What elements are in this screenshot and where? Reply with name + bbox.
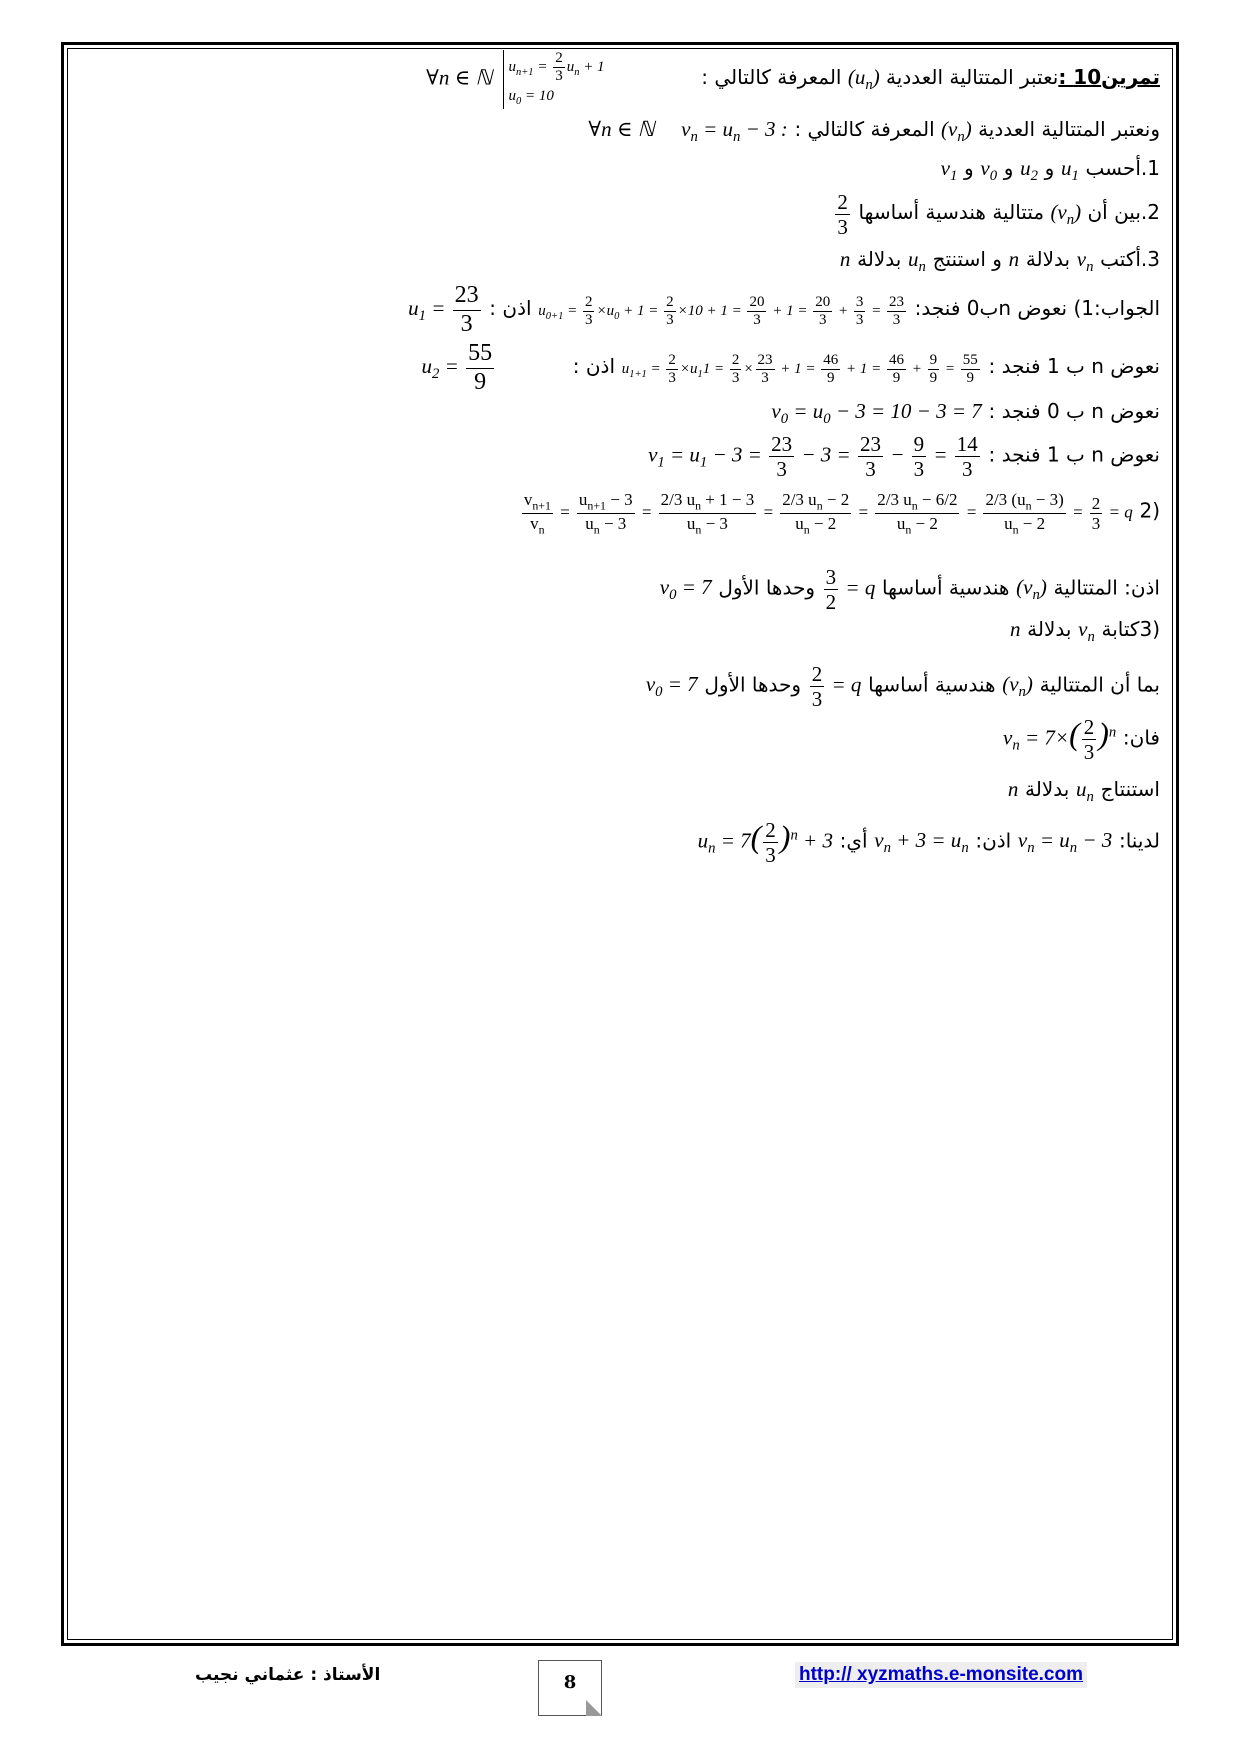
answer-2-conclusion: $v_0 = 7$ وحدها الأول $\frac{3}{2}$ = q هندسية أساسها $(v_n)$ اذن: المتتالية (659, 565, 1160, 615)
q3-label: 3.أكتب (1100, 247, 1160, 271)
forall-symbol: ∀n ∈ ℕ (588, 117, 655, 141)
vn-intro-tail: المعرفة كالتالي : (794, 117, 935, 141)
q2-tail: متتالية هندسية أساسها (858, 200, 1045, 225)
answer-2: $\frac{v_{n+1}}{v_n}$ = $\frac{u_{n+1} - 3}{u_n - 3}$ = $\frac{2/3 u_n + 1 - 3}{u_n - 3}$ = $\frac{2/3 u_n - 2}{u_n - 2}$ = $\frac{2/3 u_n - 6/2}{u_n - 2}$ = $\frac{2/3 (u_n - 3)}{u_n - 2}$ = $\frac{2}{3}$ = q (2 (523, 490, 1160, 537)
answer-3-title: n بدلالة $v_n$ كتابة(3 (1009, 617, 1160, 646)
exercise-intro-tail: المعرفة كالتالي : (701, 65, 842, 90)
q2-label: 2.بين أن (1087, 200, 1160, 225)
website-link[interactable]: http:// xyzmaths.e-monsite.com (795, 1662, 1087, 1688)
answer-3-since: $v_0 = 7$ وحدها الأول $\frac{2}{3}$ = q هندسية أساسها $(v_n)$ بما أن المتتالية (645, 662, 1160, 712)
exercise-line-2: ∀n ∈ ℕ $v_n = u_n - 3$ : ونعتبر المتتالية العددية $(v_n)$ المعرفة كالتالي : (588, 117, 1160, 146)
answer-3-formula-vn: $v_n = 7\times$( $\frac{2}{3}$ )$^n$ فان: (1003, 715, 1160, 765)
question-1: $v_1$ و $v_0$ و $u_2$ و $u_1$ 1.أحسب (940, 156, 1160, 185)
exercise-intro: نعتبر المتتالية العددية (886, 65, 1059, 90)
answer-1-label: الجواب:1) نعوض nب0 فنجد: (914, 295, 1160, 320)
un-definition: ∀n ∈ ℕ $u_{n+1}$ = $\frac{2}{3}$ $u_n + 1$ $u_0 = 10$ (426, 50, 604, 109)
answer-1c: $v_0 = u_0 - 3 = 10 - 3 = 7$ نعوض n ب 0 فنجد : (771, 399, 1160, 428)
q1-label: 1.أحسب (1085, 156, 1160, 180)
teacher-name: الأستاذ : عثماني نجيب (195, 1665, 381, 1685)
answer-3-deduce: n بدلالة $u_n$ استنتاج (1007, 777, 1160, 806)
answer-3-formula-un: $u_n = 7$( $\frac{2}{3}$ )$^n$ + 3 أي: $v_n + 3 = u_n$ اذن: $v_n = u_n - 3$ لدينا: (697, 818, 1160, 868)
page-number: 8 (538, 1660, 602, 1716)
exercise-title: تمرين10 : (1058, 65, 1160, 90)
answer-1b: $u_2$ = $\frac{55}{9}$ اذن : $u_{1+1}$ = $\frac{2}{3}$ $\times u_11$ = $\frac{2}{3}$ × $\frac{23}{3}$ + 1 = $\frac{46}{9}$ + 1 = $\frac{46}{9}$ + $\frac{9}{9}$ = $\frac{55}{9}$ نعوض n ب 1 فنجد : (421, 340, 1160, 395)
vn-intro: ونعتبر المتتالية العددية (978, 117, 1160, 141)
question-3: n بدلالة $u_n$ و استنتج n بدلالة $v_n$ 3.أكتب (839, 247, 1160, 276)
question-2: $\frac{2}{3}$ 2.بين أن $(v_n)$ متتالية هندسية أساسها (837, 190, 1160, 240)
exercise-line-1: ∀n ∈ ℕ $u_{n+1}$ = $\frac{2}{3}$ $u_n + 1$ $u_0 = 10$ تمرين10 :نعتبر المتتالية العددية $(u_n)$ المعرفة كالتالي : (426, 50, 1160, 109)
answer-1d: $v_1 = u_1 - 3$ = $\frac{23}{3}$ − 3 = $\frac{23}{3}$ − $\frac{9}{3}$ = $\frac{14}{3}$ نعوض n ب 1 فنجد : (648, 432, 1160, 482)
answer-1a: $u_1$ = $\frac{23}{3}$ اذن : $u_{0+1}$ = $\frac{2}{3}$ $\times u_0 + 1$ = $\frac{2}{3}$ ×10 + 1 = $\frac{20}{3}$ + 1 = $\frac{20}{3}$ + $\frac{3}{3}$ = $\frac{23}{3}$ الجواب:1) نعوض nب0 فنجد: (408, 282, 1160, 337)
